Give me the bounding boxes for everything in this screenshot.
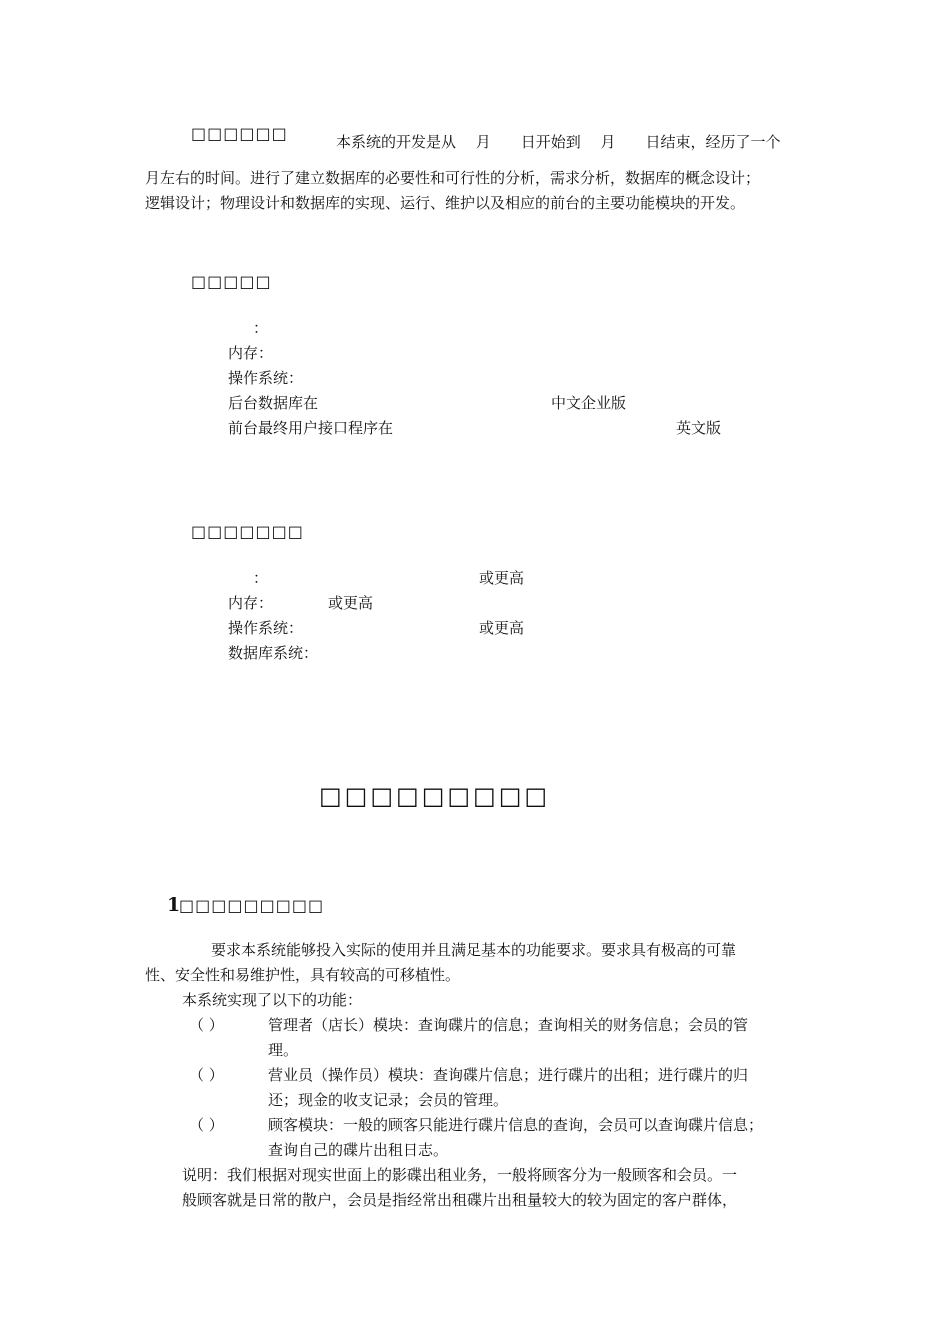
- list-item-text-cont: 理。: [268, 1041, 299, 1059]
- requirements-line-1: 要求本系统能够投入实际的使用并且满足基本的功能要求。要求具有极高的可靠: [211, 941, 737, 959]
- list-item-text: 管理者（店长）模块：查询碟片的信息；查询相关的财务信息；会员的管: [268, 1016, 749, 1034]
- list-item-marker: （ ）: [189, 1066, 224, 1084]
- run-env-memory-label: 内存：: [228, 594, 274, 612]
- dev-env-heading: □□□□□: [191, 272, 272, 291]
- chapter-title: □□□□□□□□□: [319, 782, 551, 810]
- list-item-marker: （ ）: [189, 1016, 224, 1034]
- list-item-text: 营业员（操作员）模块：查询碟片信息；进行碟片的出租；进行碟片的归: [268, 1066, 749, 1084]
- list-item-marker: （ ）: [189, 1116, 224, 1134]
- dev-env-frontend-suffix: 英文版: [676, 419, 722, 437]
- note-line-2: 般顾客就是日常的散户，会员是指经常出租碟片出租量较大的较为固定的客户群体，: [182, 1191, 738, 1209]
- section-heading: □□□□□□□□□: [179, 896, 325, 915]
- section-number: 1: [167, 894, 181, 916]
- run-env-os-suffix: 或更高: [479, 619, 525, 637]
- note-line-1: 说明：我们根据对现实世面上的影碟出租业务，一般将顾客分为一般顾客和会员。一: [182, 1166, 738, 1184]
- requirements-line-2: 性、安全性和易维护性，具有较高的可移植性。: [145, 966, 461, 984]
- functions-intro: 本系统实现了以下的功能：: [182, 991, 363, 1009]
- dev-period-line-2: 月左右的时间。进行了建立数据库的必要性和可行性的分析，需求分析，数据库的概念设计；: [145, 169, 761, 187]
- dev-env-backend-suffix: 中文企业版: [551, 394, 627, 412]
- dev-period-line-3: 逻辑设计；物理设计和数据库的实现、运行、维护以及相应的前台的主要功能模块的开发。: [145, 194, 746, 212]
- run-env-cpu-suffix: 或更高: [479, 569, 525, 587]
- dev-env-os-label: 操作系统：: [228, 369, 304, 387]
- run-env-heading: □□□□□□□: [191, 522, 304, 541]
- list-item-text: 顾客模块：一般的顾客只能进行碟片信息的查询，会员可以查询碟片信息；: [268, 1116, 764, 1134]
- list-item-text-cont: 查询自己的碟片出租日志。: [268, 1141, 449, 1159]
- dev-env-memory-label: 内存：: [228, 344, 274, 362]
- dev-period-line-1: 本系统的开发是从 月 日开始到 月 日结束，经历了一个: [336, 133, 781, 151]
- dev-env-cpu-label: ：: [253, 319, 269, 337]
- run-env-db-label: 数据库系统：: [228, 644, 319, 662]
- dev-env-backend-label: 后台数据库在: [228, 394, 319, 412]
- run-env-os-label: 操作系统：: [228, 619, 304, 637]
- list-item-text-cont: 还；现金的收支记录；会员的管理。: [268, 1091, 509, 1109]
- run-env-memory-suffix: 或更高: [328, 594, 374, 612]
- run-env-cpu-label: ：: [253, 569, 269, 587]
- dev-period-heading: □□□□□□: [191, 124, 288, 143]
- dev-env-frontend-label: 前台最终用户接口程序在: [228, 419, 394, 437]
